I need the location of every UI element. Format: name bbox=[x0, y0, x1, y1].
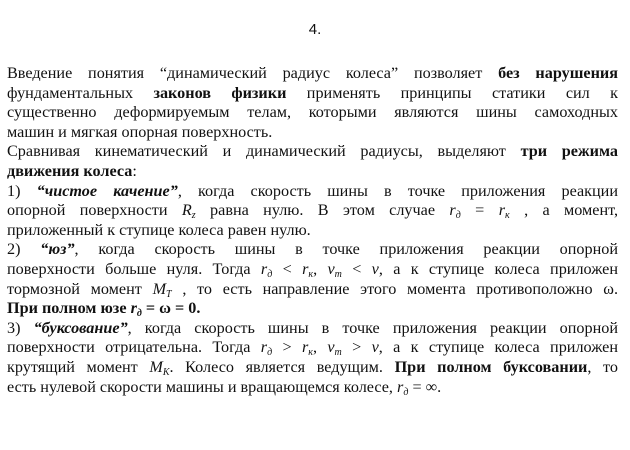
text: , когда скорость шины в точке приложения реакции bbox=[177, 181, 619, 200]
symbol-rd: $r_д$ bbox=[260, 259, 273, 280]
paragraph-mode-2 bbox=[7, 240, 618, 318]
bold-text: движения колеса bbox=[7, 161, 133, 180]
text: , bbox=[312, 338, 317, 357]
text: поверхности больше нуля. Тогда bbox=[7, 259, 251, 278]
term-text: “чистое качение” bbox=[36, 181, 178, 200]
list-number: 2) bbox=[7, 240, 21, 259]
paragraph-compare bbox=[7, 142, 618, 181]
text: , то есть направление этого момента противоположно ω. bbox=[182, 279, 618, 298]
symbol-rz: $R_z$ bbox=[181, 201, 196, 222]
slide-number: 4. bbox=[308, 21, 322, 38]
text: , а момент, bbox=[524, 201, 619, 220]
term-text: “юз” bbox=[40, 240, 75, 259]
symbol-v: v bbox=[371, 338, 379, 357]
text: : bbox=[132, 161, 137, 180]
text: фундаментальных bbox=[7, 83, 134, 102]
symbol-vt: $v_т$ bbox=[327, 259, 342, 280]
symbol-mk: $M_К$ bbox=[149, 357, 170, 378]
text: . Колесо является ведущим. bbox=[169, 357, 383, 376]
symbol-rd: $r_д$ bbox=[397, 377, 409, 398]
symbol-vt: $v_т$ bbox=[327, 338, 342, 359]
text: = ∞. bbox=[412, 377, 442, 396]
bold-text: При полном буксовании bbox=[394, 357, 588, 376]
symbol-rd: $r_д$ bbox=[130, 299, 142, 320]
symbol-mt: $M_T$ bbox=[152, 279, 172, 300]
text: машин и мягкая опорная поверхность. bbox=[7, 122, 273, 141]
text: < bbox=[282, 259, 292, 278]
bold-text: При полном юзе bbox=[7, 299, 127, 318]
text: Сравнивая кинематический и динамический радиусы, выделяют bbox=[7, 142, 506, 161]
paragraph-mode-3 bbox=[7, 319, 618, 397]
text: приложенный к ступице колеса равен нулю. bbox=[7, 220, 311, 239]
text: равна нулю. В этом случае bbox=[210, 201, 436, 220]
bold-text: законов физики bbox=[153, 83, 287, 102]
symbol-rd: $r_д$ bbox=[260, 338, 273, 359]
text: , а к ступице колеса приложен bbox=[378, 338, 619, 357]
paragraph-intro bbox=[7, 64, 618, 142]
text: есть нулевой скорости машины и вращающемся колесе, bbox=[7, 377, 393, 396]
text: > bbox=[352, 338, 362, 357]
text: опорной поверхности bbox=[7, 201, 168, 220]
text: , bbox=[313, 259, 318, 278]
bold-text: три режима bbox=[520, 142, 618, 161]
text: , то bbox=[587, 357, 618, 376]
text: Введение понятия “динамический радиус колеса” позволяет bbox=[7, 64, 483, 82]
symbol-rd: $r_д$ bbox=[449, 201, 461, 222]
text: существенно деформируемым телам, которыми являются шины самоходных bbox=[7, 103, 618, 122]
text: > bbox=[282, 338, 292, 357]
symbol-v: v bbox=[371, 259, 379, 278]
paragraph-mode-1 bbox=[7, 182, 618, 241]
symbol-rk: $r_к$ bbox=[301, 338, 313, 359]
text: , когда скорость шины в точке приложения реакции опорной bbox=[74, 240, 618, 259]
bold-text: без нарушения bbox=[498, 64, 618, 82]
text: , когда скорость шины в точке приложения реакции опорной bbox=[127, 318, 618, 337]
text: поверхности отрицательна. Тогда bbox=[7, 338, 251, 357]
list-number: 3) bbox=[7, 318, 21, 337]
term-text: “буксование” bbox=[33, 318, 128, 337]
text: = bbox=[475, 201, 485, 220]
text: < bbox=[352, 259, 362, 278]
symbol-rk: $r_к$ bbox=[498, 201, 510, 222]
symbol-rk: $r_к$ bbox=[302, 259, 314, 280]
text: крутящий момент bbox=[7, 357, 138, 376]
text: тормозной момент bbox=[7, 279, 142, 298]
text: применять принципы статики сил к bbox=[306, 83, 618, 102]
text: , а к ступице колеса приложен bbox=[378, 259, 619, 278]
slide-body bbox=[7, 64, 618, 397]
bold-text: = ω = 0. bbox=[145, 299, 201, 318]
list-number: 1) bbox=[7, 181, 21, 200]
